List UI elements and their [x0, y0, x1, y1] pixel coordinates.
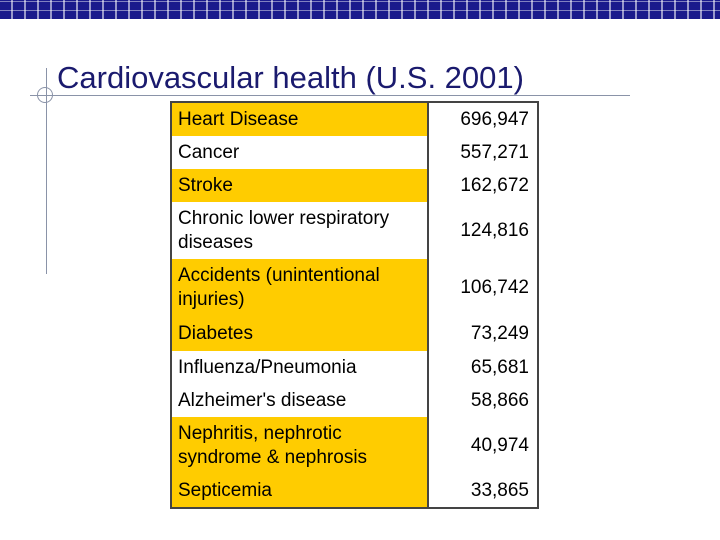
- table-row: [171, 316, 538, 351]
- table-row: [171, 474, 538, 508]
- row-value: 73,249: [428, 316, 538, 351]
- row-value: 106,742: [428, 259, 538, 316]
- table-row: [171, 384, 538, 417]
- row-label: Diabetes: [171, 316, 428, 351]
- table-row: [171, 136, 538, 169]
- row-value: 40,974: [428, 417, 538, 474]
- row-label: Chronic lower respiratory diseases: [178, 207, 390, 253]
- row-value: 65,681: [428, 351, 538, 384]
- row-label: Accidents (unintentional injuries): [171, 259, 428, 316]
- row-value: 33,865: [428, 474, 538, 508]
- table-row: [171, 202, 538, 259]
- table-row: [171, 102, 538, 136]
- table-row: [171, 259, 538, 316]
- row-value: 162,672: [428, 169, 538, 202]
- row-label: Influenza/Pneumonia: [178, 356, 357, 378]
- slide-title: Cardiovascular health (U.S. 2001): [57, 60, 524, 95]
- row-label: Septicemia: [171, 474, 428, 508]
- row-value: 557,271: [428, 136, 538, 169]
- row-label: Nephritis, nephrotic syndrome & nephrosis: [171, 417, 428, 474]
- table-row: [171, 417, 538, 474]
- row-label: Stroke: [171, 169, 428, 202]
- top-banner: [0, 0, 720, 19]
- crosshair-circle-icon: [37, 87, 53, 103]
- table-row: [171, 169, 538, 202]
- row-label: Alzheimer's disease: [178, 389, 347, 411]
- table-row: [171, 351, 538, 384]
- row-value: 58,866: [428, 384, 538, 417]
- row-label: Cancer: [178, 141, 240, 163]
- row-value: 696,947: [428, 102, 538, 136]
- causes-of-death-table: [170, 101, 539, 509]
- row-label: Heart Disease: [171, 102, 428, 136]
- row-value: 124,816: [428, 202, 538, 259]
